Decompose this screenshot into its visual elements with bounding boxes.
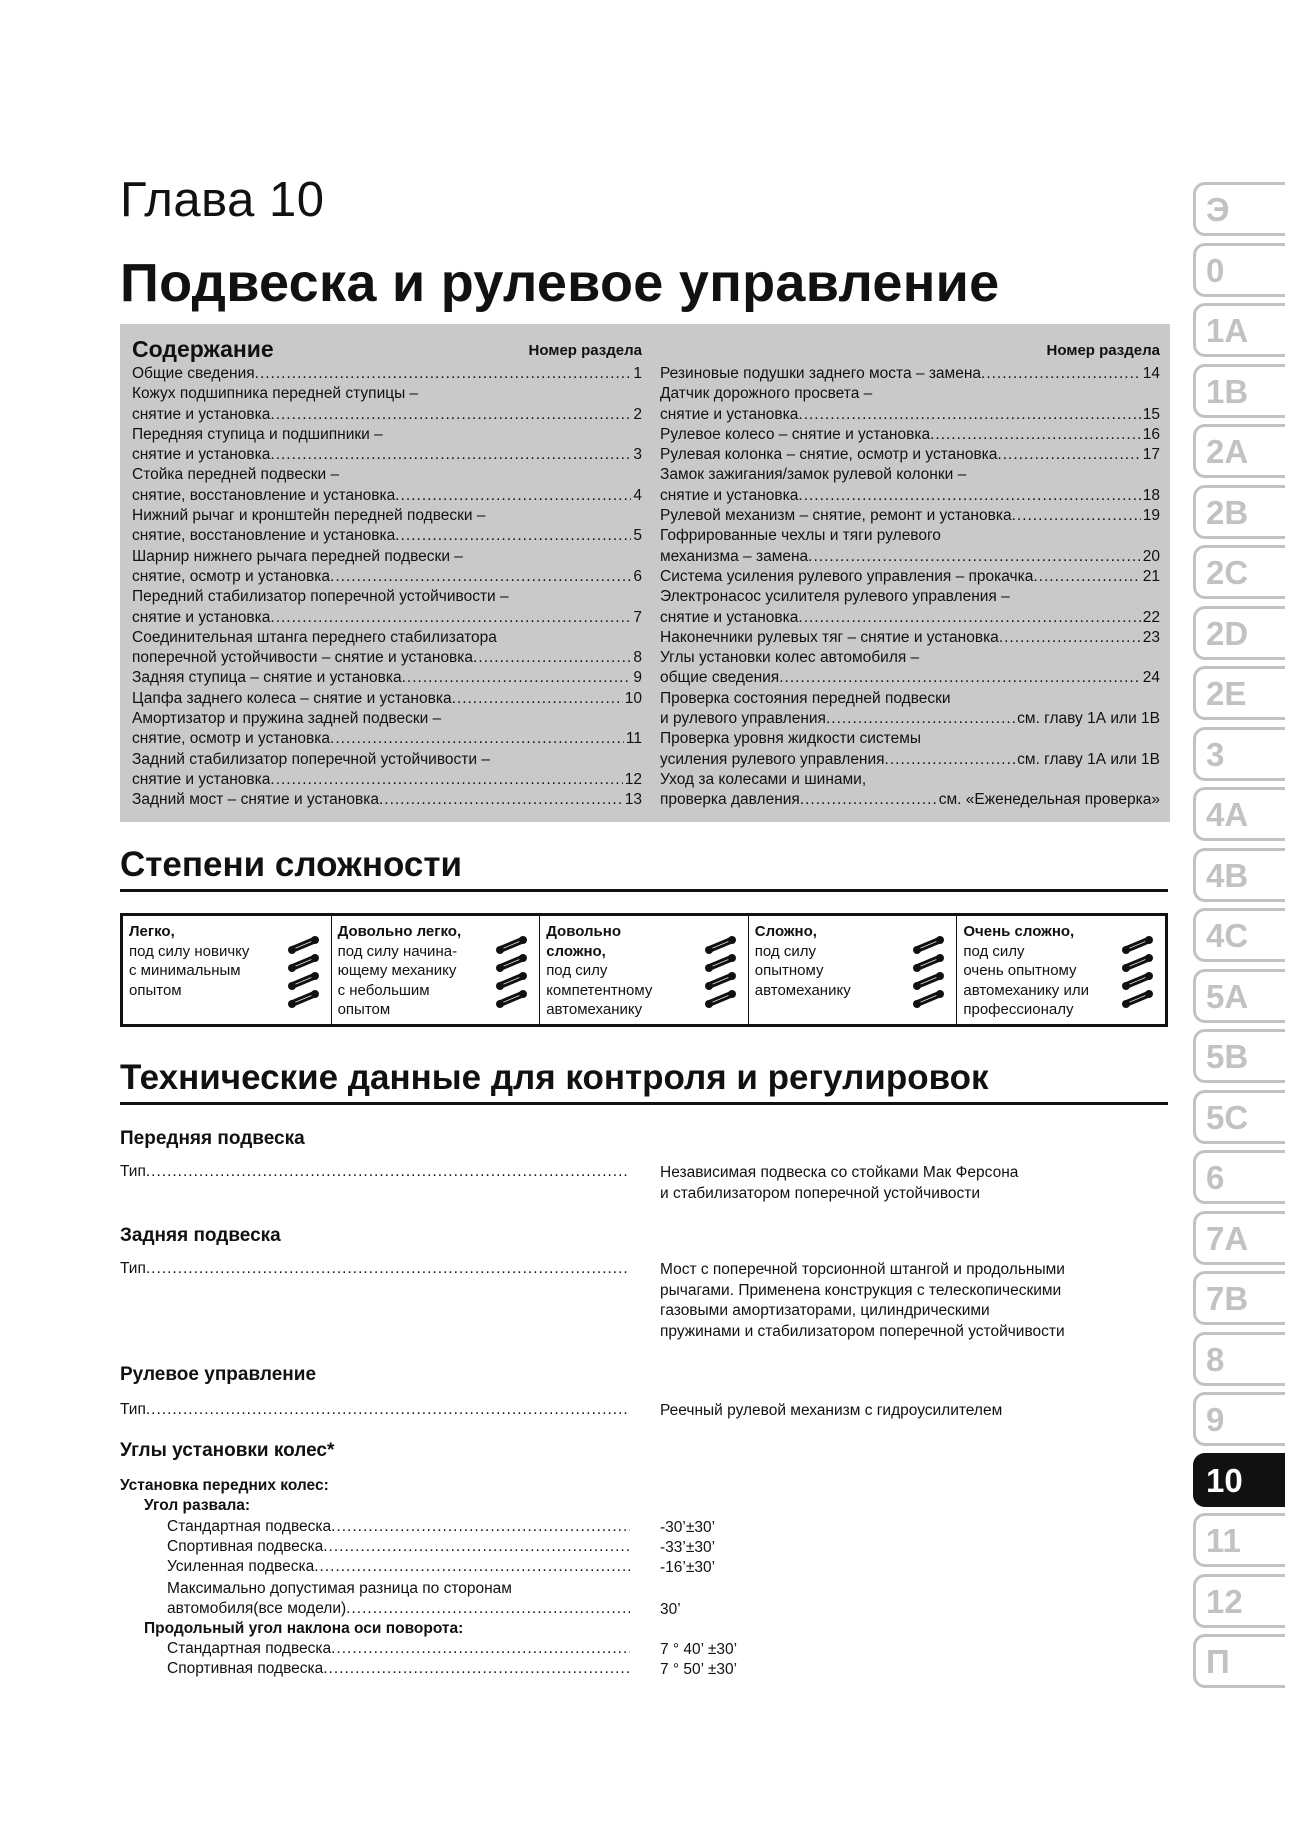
contents-entry[interactable] xyxy=(660,547,1160,567)
contents-entry[interactable] xyxy=(132,384,642,404)
dot-leader xyxy=(885,750,1016,770)
difficulty-level xyxy=(332,916,541,1024)
contents-entry[interactable] xyxy=(660,364,1160,384)
contents-entry-title: снятие, восстановление и установка xyxy=(132,486,396,504)
contents-entry[interactable] xyxy=(132,587,642,607)
contents-entry-number: 3 xyxy=(633,446,642,464)
contents-entry[interactable] xyxy=(132,648,642,668)
contents-entry-number: 11 xyxy=(625,730,642,748)
contents-entry[interactable] xyxy=(132,526,642,546)
contents-entry-title: Электронасос усилителя рулевого управления – xyxy=(660,588,1010,606)
spec-value: 30’ xyxy=(660,1601,681,1618)
chapter-tab[interactable]: 6 xyxy=(1193,1150,1285,1204)
dot-leader xyxy=(981,364,1141,384)
spec-value: 7 ° 50’ ±30’ xyxy=(660,1661,738,1678)
dot-leader xyxy=(255,364,632,384)
contents-entry-number: 22 xyxy=(1142,608,1160,626)
contents-entry[interactable] xyxy=(660,506,1160,526)
dot-leader xyxy=(826,709,1015,729)
contents-entry-title: Соединительная штанга переднего стабилизатора xyxy=(132,628,497,646)
contents-entry-title: снятие, восстановление и установка xyxy=(132,527,396,545)
contents-entry-title: снятие и установка xyxy=(660,486,799,504)
contents-entry-title: Наконечники рулевых тяг – снятие и установка xyxy=(660,628,999,646)
contents-entry-number: 17 xyxy=(1142,446,1160,464)
difficulty-description: под силу начина- ющему механику с небольшим опытом xyxy=(337,942,458,1018)
dot-leader xyxy=(808,547,1141,567)
contents-entry[interactable] xyxy=(660,486,1160,506)
spec-label: Тип xyxy=(120,1260,146,1277)
contents-entry-number: 2 xyxy=(633,405,642,423)
contents-entry[interactable] xyxy=(660,628,1160,648)
contents-entry-title: Шарнир нижнего рычага передней подвески – xyxy=(132,547,463,565)
contents-entry-title: Цапфа заднего колеса – снятие и установка xyxy=(132,689,452,707)
spec-label: Усиленная подвеска xyxy=(167,1558,315,1575)
contents-entry-title: проверка давления xyxy=(660,791,800,809)
chapter-tab[interactable]: 11 xyxy=(1193,1513,1285,1567)
difficulty-text xyxy=(755,922,905,1000)
chapter-tab[interactable]: 1А xyxy=(1193,303,1285,357)
contents-entry[interactable] xyxy=(660,425,1160,445)
contents-entry[interactable] xyxy=(660,465,1160,485)
dot-leader xyxy=(997,445,1140,465)
section-number-label: Номер раздела xyxy=(528,342,642,359)
chapter-tab[interactable]: 1В xyxy=(1193,364,1285,418)
contents-entry-title: снятие и установка xyxy=(132,405,271,423)
contents-entry-title: Стойка передней подвески – xyxy=(132,466,340,484)
contents-entry-title: поперечной устойчивости – снятие и установка xyxy=(132,649,474,667)
contents-entry-title: Гофрированные чехлы и тяги рулевого xyxy=(660,527,941,545)
dot-leader xyxy=(1033,567,1140,587)
contents-entry[interactable] xyxy=(132,547,642,567)
chapter-tab[interactable]: 2А xyxy=(1193,424,1285,478)
chapter-tab[interactable]: 4В xyxy=(1193,848,1285,902)
spec-value: -30’±30’ xyxy=(660,1519,716,1536)
wrench-4-icon xyxy=(912,930,946,1008)
difficulty-level xyxy=(749,916,958,1024)
dot-leader xyxy=(395,486,631,506)
difficulty-label: Сложно, xyxy=(754,923,817,940)
contents-entry[interactable] xyxy=(660,587,1160,607)
dot-leader xyxy=(331,1640,630,1658)
contents-entry[interactable] xyxy=(660,384,1160,404)
contents-entry-number: 14 xyxy=(1142,365,1160,382)
chapter-label: Глава 10 xyxy=(120,173,325,227)
contents-entry[interactable] xyxy=(132,668,642,688)
difficulty-label: Довольно легко, xyxy=(337,923,462,940)
contents-entry-number: 6 xyxy=(633,567,642,585)
alignment-heading: Углы установки колес* xyxy=(120,1440,335,1461)
contents-entry-title: Резиновые подушки заднего моста – замена xyxy=(660,365,982,382)
contents-entry[interactable] xyxy=(132,465,642,485)
chapter-tab[interactable]: П xyxy=(1193,1634,1285,1688)
contents-entry-title: общие сведения xyxy=(660,669,780,687)
contents-entry-title: Уход за колесами и шинами, xyxy=(660,770,867,788)
contents-entry-title: снятие и установка xyxy=(132,770,271,788)
contents-entry[interactable] xyxy=(660,648,1160,668)
front-wheels-label: Установка передних колес: xyxy=(120,1477,329,1494)
contents-entry[interactable] xyxy=(132,425,642,445)
contents-entry-title: Рулевой механизм – снятие, ремонт и установка xyxy=(660,507,1012,525)
dot-leader xyxy=(798,608,1140,628)
difficulty-text xyxy=(338,922,488,1020)
specs-heading: Технические данные для контроля и регулировок xyxy=(120,1058,1168,1105)
dot-leader xyxy=(330,567,631,587)
spec-label: Стандартная подвеска xyxy=(167,1518,332,1535)
contents-entry[interactable] xyxy=(132,445,642,465)
contents-entry[interactable] xyxy=(132,628,642,648)
contents-entry-title: Амортизатор и пружина задней подвески – xyxy=(132,710,442,728)
dot-leader xyxy=(800,790,937,810)
contents-entry-number: см. главу 1А или 1В xyxy=(1017,750,1160,768)
contents-entry-title: Датчик дорожного просвета – xyxy=(660,385,873,403)
contents-entry[interactable] xyxy=(660,689,1160,709)
wrench-3-icon xyxy=(704,930,738,1008)
dot-leader xyxy=(314,1558,630,1576)
dot-leader xyxy=(1012,506,1141,526)
contents-entry-title: Углы установки колес автомобиля – xyxy=(660,649,920,667)
contents-box xyxy=(120,324,1170,822)
contents-entry[interactable] xyxy=(660,770,1160,790)
contents-title: Содержание xyxy=(132,336,274,362)
caster-label: Продольный угол наклона оси поворота: xyxy=(144,1620,464,1637)
difficulty-level xyxy=(540,916,749,1024)
spec-value: Реечный рулевой механизм с гидроусилителем xyxy=(660,1402,1003,1419)
contents-entry-number: 13 xyxy=(624,791,642,809)
contents-entry[interactable] xyxy=(660,608,1160,628)
contents-entry[interactable] xyxy=(660,405,1160,425)
difficulty-text xyxy=(129,922,279,1000)
chapter-tab[interactable]: 9 xyxy=(1193,1392,1285,1446)
dot-leader xyxy=(798,486,1140,506)
spec-label: Спортивная подвеска xyxy=(167,1660,324,1677)
spec-label: Тип xyxy=(120,1401,146,1418)
contents-entry[interactable] xyxy=(132,364,642,384)
dot-leader xyxy=(331,1518,630,1536)
contents-entry-number: 16 xyxy=(1142,425,1160,443)
contents-entry-title: Задний стабилизатор поперечной устойчивости – xyxy=(132,750,490,768)
spec-value: -33’±30’ xyxy=(660,1539,716,1556)
dot-leader xyxy=(379,790,623,810)
camber-label: Угол развала: xyxy=(144,1497,251,1514)
contents-entry[interactable] xyxy=(660,729,1160,749)
dot-leader xyxy=(452,689,623,709)
contents-column-right xyxy=(660,324,1160,811)
contents-entry[interactable] xyxy=(660,567,1160,587)
contents-entry-title: Система усиления рулевого управления – прокачка xyxy=(660,567,1034,585)
chapter-tab[interactable]: 5А xyxy=(1193,969,1285,1023)
contents-entry-number: см. главу 1А или 1В xyxy=(1017,710,1160,728)
contents-entry-number: 8 xyxy=(633,649,642,667)
contents-entry[interactable] xyxy=(660,526,1160,546)
contents-column-left xyxy=(132,324,642,811)
chapter-tab[interactable]: 3 xyxy=(1193,727,1285,781)
difficulty-label: Довольно сложно, xyxy=(546,923,622,960)
dot-leader xyxy=(930,425,1141,445)
dot-leader xyxy=(270,445,631,465)
difficulty-level xyxy=(123,916,332,1024)
contents-entry[interactable] xyxy=(660,790,1160,810)
rear-suspension-heading: Задняя подвеска xyxy=(120,1225,281,1246)
difficulty-description: под силу опытному автомеханику xyxy=(754,942,851,999)
contents-entry[interactable] xyxy=(660,750,1160,770)
spec-label: автомобиля(все модели) xyxy=(167,1600,347,1617)
wrench-1-icon xyxy=(287,930,321,1008)
contents-entry-title: Замок зажигания/замок рулевой колонки – xyxy=(660,466,967,484)
contents-entry-number: 4 xyxy=(633,486,642,504)
contents-entry[interactable] xyxy=(132,506,642,526)
contents-entry[interactable] xyxy=(132,790,642,810)
contents-entry-title: Рулевая колонка – снятие, осмотр и установка xyxy=(660,446,998,464)
max-diff-line1: Максимально допустимая разница по сторонам xyxy=(167,1580,512,1597)
contents-entry-title: снятие и установка xyxy=(132,446,271,464)
contents-entry-number: 5 xyxy=(633,527,642,545)
contents-entry-title: Общие сведения xyxy=(132,365,255,382)
contents-entry-number: 15 xyxy=(1142,405,1160,423)
contents-entry-number: 20 xyxy=(1142,547,1160,565)
contents-entry-title: усиления рулевого управления xyxy=(660,750,885,768)
difficulty-label: Очень сложно, xyxy=(963,923,1075,940)
chapter-tab[interactable]: 10 xyxy=(1193,1453,1285,1507)
contents-entry-number: 9 xyxy=(633,669,642,687)
contents-entry-number: 18 xyxy=(1142,486,1160,504)
difficulty-description: под силу компетентному автомеханику xyxy=(546,962,653,1018)
difficulty-level xyxy=(957,916,1165,1024)
dot-leader xyxy=(330,729,624,749)
dot-leader xyxy=(779,668,1141,688)
contents-entry-number: 24 xyxy=(1142,669,1160,687)
dot-leader xyxy=(270,405,631,425)
difficulty-label: Легко, xyxy=(129,923,175,940)
contents-entry-number: см. «Еженедельная проверка» xyxy=(938,791,1160,809)
contents-entry-title: снятие и установка xyxy=(660,405,799,423)
chapter-tab[interactable]: 2Е xyxy=(1193,666,1285,720)
contents-entry[interactable] xyxy=(660,709,1160,729)
contents-entry-number: 10 xyxy=(624,689,642,707)
difficulty-description: под силу новичку с минимальным опытом xyxy=(129,942,250,999)
spec-value: Независимая подвеска со стойками Мак Ферсона и стабилизатором поперечной устойчивости xyxy=(660,1164,1019,1202)
contents-entry-title: Проверка состояния передней подвески xyxy=(660,689,951,707)
contents-entry[interactable] xyxy=(132,608,642,628)
contents-entry-title: Нижний рычаг и кронштейн передней подвески – xyxy=(132,507,486,525)
contents-entry-title: Кожух подшипника передней ступицы – xyxy=(132,385,419,403)
contents-entry[interactable] xyxy=(660,668,1160,688)
contents-entry-number: 21 xyxy=(1142,567,1160,585)
dot-leader xyxy=(270,608,631,628)
chapter-tab[interactable]: 0 xyxy=(1193,243,1285,297)
spec-value: 7 ° 40’ ±30’ xyxy=(660,1641,738,1658)
contents-entry-title: Задний мост – снятие и установка xyxy=(132,791,379,809)
spec-label: Спортивная подвеска xyxy=(167,1538,324,1555)
spec-value: -16’±30’ xyxy=(660,1559,716,1576)
contents-entry-title: снятие и установка xyxy=(132,608,271,626)
dot-leader xyxy=(270,770,622,790)
chapter-tab[interactable]: 2D xyxy=(1193,606,1285,660)
chapter-tab[interactable]: 4С xyxy=(1193,908,1285,962)
contents-entry-title: Проверка уровня жидкости системы xyxy=(660,730,922,748)
contents-entry-title: снятие и установка xyxy=(660,608,799,626)
contents-entry-number: 19 xyxy=(1142,507,1160,525)
dot-leader xyxy=(323,1660,630,1678)
contents-entry-title: снятие, осмотр и установка xyxy=(132,730,331,748)
dot-leader xyxy=(999,628,1141,648)
contents-entry[interactable] xyxy=(660,445,1160,465)
steering-heading: Рулевое управление xyxy=(120,1364,317,1385)
chapter-tab[interactable]: 2В xyxy=(1193,485,1285,539)
contents-entry[interactable] xyxy=(132,689,642,709)
spec-label: Тип xyxy=(120,1163,146,1180)
contents-entry-number: 12 xyxy=(624,770,642,788)
dot-leader xyxy=(473,648,631,668)
chapter-tab[interactable]: 2С xyxy=(1193,545,1285,599)
chapter-tab[interactable]: Э xyxy=(1193,182,1285,236)
contents-entry[interactable] xyxy=(132,709,642,729)
spec-value: Мост с поперечной торсионной штангой и продольными рычагами. Применена конструкция с телескопическими газовыми амортизаторами, цилиндрическими пружинами и стабилизатором поперечной устойчивости xyxy=(660,1261,1065,1340)
contents-entry[interactable] xyxy=(132,567,642,587)
contents-entry[interactable] xyxy=(132,405,642,425)
chapter-tab[interactable]: 4А xyxy=(1193,787,1285,841)
wrench-2-icon xyxy=(495,930,529,1008)
contents-entry-title: Задняя ступица – снятие и установка xyxy=(132,669,402,687)
chapter-tab[interactable]: 7В xyxy=(1193,1271,1285,1325)
chapter-tab[interactable]: 8 xyxy=(1193,1332,1285,1386)
contents-entry[interactable] xyxy=(132,486,642,506)
contents-entry-title: механизма – замена xyxy=(660,547,809,565)
dot-leader xyxy=(323,1538,630,1556)
contents-entry[interactable] xyxy=(132,750,642,770)
chapter-tab[interactable]: 12 xyxy=(1193,1574,1285,1628)
spec-label: Стандартная подвеска xyxy=(167,1640,332,1657)
difficulty-scale xyxy=(120,913,1168,1027)
contents-entry-title: и рулевого управления xyxy=(660,710,826,728)
chapter-tab[interactable]: 5В xyxy=(1193,1029,1285,1083)
dot-leader xyxy=(395,526,631,546)
section-number-label: Номер раздела xyxy=(1046,342,1160,359)
chapter-tab[interactable]: 5С xyxy=(1193,1090,1285,1144)
difficulty-text xyxy=(546,922,696,1020)
contents-entry-title: снятие, осмотр и установка xyxy=(132,567,331,585)
front-suspension-heading: Передняя подвеска xyxy=(120,1128,305,1149)
contents-entry-title: Передняя ступица и подшипники – xyxy=(132,425,383,443)
chapter-tab[interactable]: 7А xyxy=(1193,1211,1285,1265)
contents-entry-title: Передний стабилизатор поперечной устойчивости – xyxy=(132,588,509,606)
difficulty-text xyxy=(963,922,1113,1020)
dot-leader xyxy=(402,668,632,688)
difficulty-heading: Степени сложности xyxy=(120,845,1168,892)
contents-entry-number: 1 xyxy=(633,365,642,382)
contents-entry-number: 23 xyxy=(1142,628,1160,646)
difficulty-description: под силу очень опытному автомеханику или профессионалу xyxy=(963,942,1089,1018)
contents-entry-number: 7 xyxy=(633,608,642,626)
contents-entry[interactable] xyxy=(132,729,642,749)
wrench-5-icon xyxy=(1121,930,1155,1008)
contents-entry-title: Рулевое колесо – снятие и установка xyxy=(660,425,931,443)
dot-leader xyxy=(798,405,1140,425)
contents-entry[interactable] xyxy=(132,770,642,790)
chapter-title: Подвеска и рулевое управление xyxy=(120,253,1000,313)
